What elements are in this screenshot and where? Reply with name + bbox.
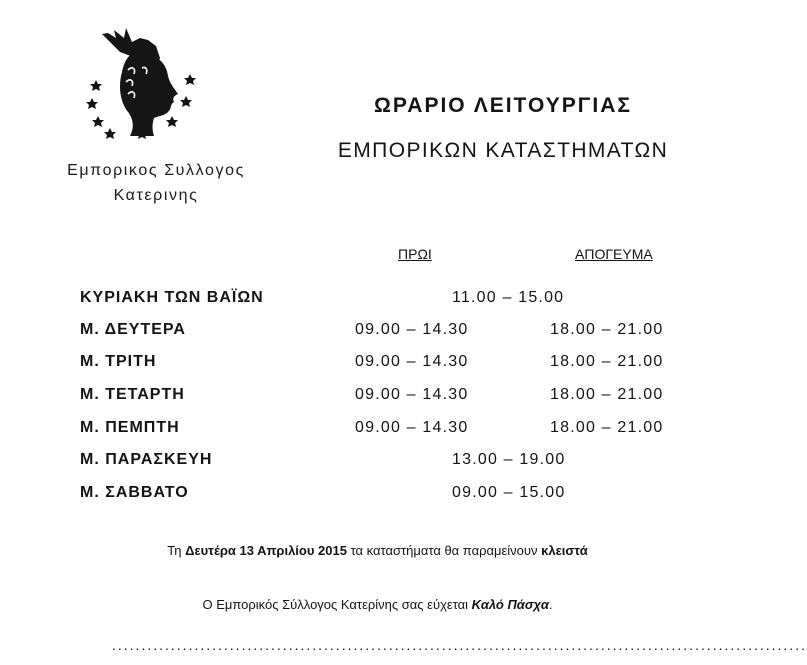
day-label: Μ. ΠΑΡΑΣΚΕΥΗ: [80, 451, 213, 468]
hours-afternoon: 18.00 – 21.00: [550, 321, 664, 338]
hours-continuous: 11.00 – 15.00: [452, 289, 565, 306]
hours-continuous: 09.00 – 15.00: [452, 484, 566, 501]
day-label: Μ. ΤΕΤΑΡΤΗ: [80, 386, 185, 403]
dotted-separator: ......................................................................................................................: [112, 637, 807, 653]
closure-date: Δευτέρα 13 Απριλίου 2015: [185, 543, 347, 558]
schedule-row: [0, 419, 755, 447]
association-name-line1: Εμπορικος Συλλογος: [67, 162, 245, 179]
hours-morning: 09.00 – 14.30: [355, 353, 469, 370]
page-subtitle: ΕΜΠΟΡΙΚΩΝ ΚΑΤΑΣΤΗΜΑΤΩΝ: [337, 139, 669, 162]
column-header-afternoon: ΑΠΟΓΕΥΜΑ: [575, 246, 653, 262]
hours-afternoon: 18.00 – 21.00: [550, 386, 664, 403]
schedule-row: [0, 484, 755, 512]
day-label: Μ. ΤΡΙΤΗ: [80, 353, 157, 370]
schedule-row: [0, 451, 755, 479]
easter-greeting: Καλό Πάσχα: [471, 597, 549, 612]
hours-afternoon: 18.00 – 21.00: [550, 353, 664, 370]
schedule-row: [0, 353, 755, 381]
day-label: Μ. ΠΕΜΠΤΗ: [80, 419, 180, 436]
hours-morning: 09.00 – 14.30: [355, 419, 469, 436]
day-label: Μ. ΔΕΥΤΕΡΑ: [80, 321, 186, 338]
closed-word: κλειστά: [541, 543, 588, 558]
day-label: ΚΥΡΙΑΚΗ ΤΩΝ ΒΑΪΩΝ: [80, 289, 264, 306]
schedule-row: [0, 386, 755, 414]
page-title: ΩΡΑΡΙΟ ΛΕΙΤΟΥΡΓΙΑΣ: [374, 94, 632, 117]
hours-morning: 09.00 – 14.30: [355, 386, 469, 403]
schedule-row: [0, 321, 755, 349]
hours-morning: 09.00 – 14.30: [355, 321, 469, 338]
column-header-morning: ΠΡΩΙ: [398, 246, 432, 262]
schedule-row: [0, 289, 755, 317]
day-label: Μ. ΣΑΒΒΑΤΟ: [80, 484, 189, 501]
easter-wishes: Ο Εμπορικός Σύλλογος Κατερίνης σας εύχεται Καλό Πάσχα.: [202, 597, 553, 612]
association-name-line2: Κατερινης: [113, 187, 199, 204]
hermes-head-with-stars-logo: [88, 24, 200, 142]
hours-afternoon: 18.00 – 21.00: [550, 419, 664, 436]
closure-notice: Τη Δευτέρα 13 Απριλίου 2015 τα καταστήματα θα παραμείνουν κλειστά: [167, 543, 588, 558]
hours-continuous: 13.00 – 19.00: [452, 451, 566, 468]
